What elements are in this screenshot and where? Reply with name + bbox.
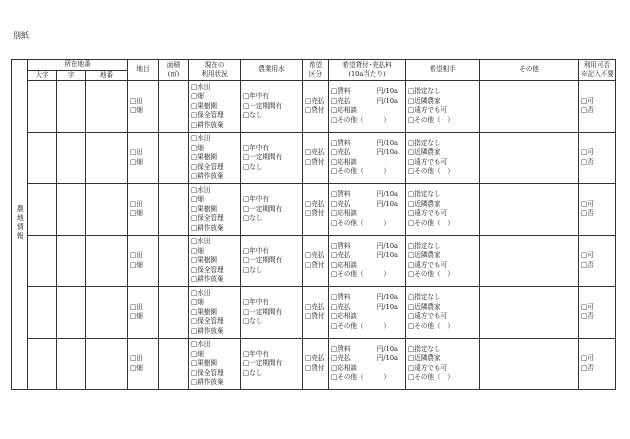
- kibou-cell-option[interactable]: □売払: [305, 354, 325, 363]
- water-cell-option[interactable]: □なし: [243, 214, 263, 222]
- kibou-cell-option[interactable]: □貸付: [305, 157, 325, 166]
- current-use-cell-option[interactable]: □保全管理: [191, 111, 224, 119]
- partner-cell-option[interactable]: □近隣農家: [408, 354, 441, 363]
- partner-cell-option[interactable]: □近隣農家: [408, 96, 441, 105]
- partner-cell-option[interactable]: □指定なし: [408, 344, 441, 353]
- kibou-cell-option[interactable]: □貸付: [305, 312, 325, 321]
- water-cell-option[interactable]: □なし: [243, 111, 263, 119]
- current-use-cell-option[interactable]: □果樹園: [191, 256, 218, 264]
- oaza-cell[interactable]: [28, 338, 57, 390]
- farmland-row: [12, 338, 616, 390]
- current-use-cell-option[interactable]: □耕作放棄: [191, 120, 224, 129]
- partner-cell-option[interactable]: □その他（ ）: [408, 115, 454, 124]
- permit-cell: [579, 132, 616, 184]
- current-use-cell: [189, 184, 241, 236]
- chimoku-cell-option[interactable]: □畑: [130, 363, 143, 372]
- current-use-cell-option[interactable]: □畑: [191, 349, 204, 358]
- permit-cell-option[interactable]: □否: [581, 106, 594, 115]
- partner-cell-option[interactable]: □近隣農家: [408, 148, 441, 157]
- farmland-row: [12, 287, 616, 339]
- water-cell-option[interactable]: □なし: [243, 265, 263, 274]
- chiban-cell[interactable]: [86, 132, 128, 184]
- page-label: 別紙: [13, 31, 29, 40]
- chimoku-cell: [128, 338, 159, 390]
- chimoku-cell-option[interactable]: □畑: [130, 209, 143, 218]
- rent-cell: [329, 81, 406, 133]
- partner-cell-option[interactable]: □その他（ ）: [408, 167, 454, 176]
- kibou-cell: [303, 287, 329, 339]
- current-use-cell: [189, 235, 241, 287]
- water-cell: [241, 184, 303, 236]
- current-use-cell-option[interactable]: □保全管理: [191, 317, 224, 325]
- water-cell-option[interactable]: □なし: [243, 368, 263, 377]
- chiban-cell[interactable]: [86, 287, 128, 339]
- kibou-cell-option[interactable]: □売払: [305, 148, 325, 157]
- permit-cell-option[interactable]: □否: [581, 157, 594, 166]
- farmland-info-table: [11, 59, 616, 390]
- kibou-cell-option[interactable]: □売払: [305, 302, 325, 311]
- current-use-cell: [189, 81, 241, 133]
- chimoku-cell: [128, 81, 159, 133]
- partner-cell-option[interactable]: □遠方でも可: [408, 106, 448, 115]
- permit-cell-option[interactable]: □否: [581, 260, 594, 269]
- current-use-cell-option[interactable]: □耕作放棄: [191, 172, 224, 180]
- water-cell: [241, 338, 303, 390]
- current-use-cell-option[interactable]: □畑: [191, 195, 204, 203]
- permit-cell-option[interactable]: □否: [581, 312, 594, 321]
- current-use-cell-option[interactable]: □耕作放棄: [191, 275, 224, 283]
- aza-cell[interactable]: [57, 338, 86, 390]
- partner-cell-option[interactable]: □遠方でも可: [408, 157, 448, 166]
- aza-cell[interactable]: [57, 287, 86, 339]
- rent-cell-option[interactable]: □その他（ ）: [331, 373, 390, 382]
- permit-cell: [579, 338, 616, 390]
- oaza-cell[interactable]: [28, 235, 57, 287]
- water-cell-option[interactable]: □年中有: [243, 246, 270, 255]
- kibou-cell: [303, 184, 329, 236]
- other-cell[interactable]: [480, 184, 579, 236]
- partner-cell: [406, 184, 480, 236]
- chimoku-cell-option[interactable]: □田: [130, 251, 143, 260]
- oaza-cell[interactable]: [28, 81, 57, 133]
- rent-cell: [329, 287, 406, 339]
- current-use-cell-option[interactable]: □水田: [191, 82, 211, 91]
- farmland-row: [12, 132, 616, 184]
- current-use-cell-option[interactable]: □畑: [191, 143, 204, 152]
- permit-cell: [579, 235, 616, 287]
- rent-cell: [329, 235, 406, 287]
- rent-cell-option[interactable]: □賃料 円/10a: [331, 344, 398, 353]
- water-cell-option[interactable]: □なし: [243, 317, 263, 325]
- aza-cell[interactable]: [57, 132, 86, 184]
- rent-cell-option[interactable]: □その他（ ）: [331, 321, 390, 330]
- rent-cell-option[interactable]: □賃料 円/10a: [331, 241, 398, 250]
- water-header: 農業用水: [241, 60, 303, 81]
- kibou-cell: [303, 235, 329, 287]
- rent-cell-option[interactable]: □応相談: [331, 157, 358, 166]
- water-cell: [241, 132, 303, 184]
- current-use-cell-option[interactable]: □水田: [191, 340, 211, 348]
- chimoku-cell-option[interactable]: □田: [130, 96, 143, 105]
- rent-cell-option[interactable]: □その他（ ）: [331, 218, 390, 227]
- permit-cell-option[interactable]: □可: [581, 148, 594, 157]
- water-cell-option[interactable]: □年中有: [243, 195, 270, 203]
- current-use-cell-option[interactable]: □保全管理: [191, 265, 224, 274]
- partner-cell-option[interactable]: □遠方でも可: [408, 209, 448, 218]
- rent-cell-option[interactable]: □売払 円/10a: [331, 354, 398, 363]
- chimoku-cell: [128, 132, 159, 184]
- partner-cell-option[interactable]: □近隣農家: [408, 199, 441, 208]
- partner-cell-option[interactable]: □遠方でも可: [408, 312, 448, 321]
- water-cell-option[interactable]: □一定期間有: [243, 204, 283, 213]
- rent-header: 希望貸付･売払料 (10a当たり): [329, 60, 406, 81]
- current-use-cell-option[interactable]: □耕作放棄: [191, 378, 224, 386]
- rent-cell: [329, 132, 406, 184]
- current-use-cell-option[interactable]: □畑: [191, 246, 204, 255]
- kibou-cell-option[interactable]: □貸付: [305, 106, 325, 115]
- water-cell-option[interactable]: □一定期間有: [243, 256, 283, 264]
- farmland-row: [12, 235, 616, 287]
- current-use-cell-option[interactable]: □耕作放棄: [191, 223, 224, 232]
- kibou-cell-option[interactable]: □貸付: [305, 209, 325, 218]
- water-cell-option[interactable]: □年中有: [243, 298, 270, 306]
- partner-cell: [406, 132, 480, 184]
- partner-cell: [406, 81, 480, 133]
- rent-cell-option[interactable]: □売払 円/10a: [331, 148, 398, 157]
- partner-cell-option[interactable]: □遠方でも可: [408, 260, 448, 269]
- area-cell[interactable]: [159, 184, 189, 236]
- rent-cell-option[interactable]: □その他（ ）: [331, 115, 390, 124]
- aza-cell[interactable]: [57, 235, 86, 287]
- permit-cell-option[interactable]: □可: [581, 354, 594, 363]
- rent-cell-option[interactable]: □賃料 円/10a: [331, 87, 398, 96]
- area-cell[interactable]: [159, 132, 189, 184]
- partner-cell-option[interactable]: □指定なし: [408, 138, 441, 147]
- kibou-cell: [303, 81, 329, 133]
- partner-cell: [406, 287, 480, 339]
- water-cell-option[interactable]: □一定期間有: [243, 101, 283, 110]
- permit-cell: [579, 81, 616, 133]
- kibou-cell-option[interactable]: □売払: [305, 96, 325, 105]
- current-use-cell-option[interactable]: □水田: [191, 288, 211, 297]
- area-cell[interactable]: [159, 235, 189, 287]
- chimoku-cell: [128, 235, 159, 287]
- oaza-header: 大字: [28, 70, 57, 81]
- rent-cell: [329, 184, 406, 236]
- area-cell[interactable]: [159, 287, 189, 339]
- current-use-cell-option[interactable]: □保全管理: [191, 214, 224, 222]
- aza-header: 字: [57, 70, 86, 81]
- chiban-header: 地番: [86, 70, 128, 81]
- farmland-row: [12, 184, 616, 236]
- kibou-cell-option[interactable]: □売払: [305, 251, 325, 260]
- partner-cell-option[interactable]: □遠方でも可: [408, 363, 448, 372]
- water-cell: [241, 81, 303, 133]
- other-cell[interactable]: [480, 81, 579, 133]
- current-use-cell-option[interactable]: □水田: [191, 134, 211, 142]
- partner-cell-option[interactable]: □その他（ ）: [408, 270, 454, 279]
- permit-cell-option[interactable]: □可: [581, 302, 594, 311]
- current-use-cell-option[interactable]: □保全管理: [191, 368, 224, 377]
- current-use-cell-option[interactable]: □水田: [191, 185, 211, 194]
- oaza-cell[interactable]: [28, 184, 57, 236]
- aza-cell[interactable]: [57, 81, 86, 133]
- chimoku-cell-option[interactable]: □田: [130, 354, 143, 363]
- kibou-cell: [303, 132, 329, 184]
- rent-cell: [329, 338, 406, 390]
- permit-cell: [579, 287, 616, 339]
- chimoku-cell-option[interactable]: □田: [130, 302, 143, 311]
- other-cell[interactable]: [480, 338, 579, 390]
- aza-cell[interactable]: [57, 184, 86, 236]
- water-cell-option[interactable]: □年中有: [243, 349, 270, 358]
- partner-cell-option[interactable]: □その他（ ）: [408, 373, 454, 382]
- other-cell[interactable]: [480, 235, 579, 287]
- partner-cell-option[interactable]: □その他（ ）: [408, 321, 454, 330]
- rent-cell-option[interactable]: □応相談: [331, 363, 358, 372]
- rent-cell-option[interactable]: □応相談: [331, 209, 358, 218]
- partner-cell-option[interactable]: □指定なし: [408, 293, 441, 302]
- chimoku-cell-option[interactable]: □田: [130, 199, 143, 208]
- rent-cell-option[interactable]: □売払 円/10a: [331, 251, 398, 260]
- rent-cell-option[interactable]: □応相談: [331, 312, 358, 321]
- section-label-cell: [12, 60, 28, 390]
- partner-cell-option[interactable]: □指定なし: [408, 241, 441, 250]
- chiban-cell[interactable]: [86, 235, 128, 287]
- partner-cell-option[interactable]: □近隣農家: [408, 302, 441, 311]
- current-use-cell: [189, 287, 241, 339]
- current-use-cell-option[interactable]: □耕作放棄: [191, 326, 224, 335]
- chiban-cell[interactable]: [86, 184, 128, 236]
- chimoku-cell-option[interactable]: □畑: [130, 312, 143, 321]
- current-use-cell-option[interactable]: □畑: [191, 298, 204, 306]
- rent-cell-option[interactable]: □その他（ ）: [331, 270, 390, 279]
- chimoku-cell-option[interactable]: □畑: [130, 260, 143, 269]
- chimoku-cell: [128, 287, 159, 339]
- partner-cell-option[interactable]: □その他（ ）: [408, 218, 454, 227]
- water-cell: [241, 235, 303, 287]
- other-cell[interactable]: [480, 287, 579, 339]
- current-use-header: 現在の 利用状況: [189, 60, 241, 81]
- chimoku-cell-option[interactable]: □田: [130, 148, 143, 157]
- current-use-cell: [189, 338, 241, 390]
- chimoku-header: 地目: [128, 60, 159, 81]
- current-use-cell: [189, 132, 241, 184]
- water-cell-option[interactable]: □年中有: [243, 143, 270, 152]
- rent-cell-option[interactable]: □売払 円/10a: [331, 96, 398, 105]
- current-use-cell-option[interactable]: □水田: [191, 237, 211, 245]
- location-header: 所在地番: [28, 60, 128, 71]
- water-cell-option[interactable]: □一定期間有: [243, 359, 283, 367]
- current-use-cell-option[interactable]: □果樹園: [191, 204, 218, 213]
- partner-cell: [406, 235, 480, 287]
- permit-cell: [579, 184, 616, 236]
- current-use-cell-option[interactable]: □果樹園: [191, 307, 218, 316]
- water-cell-option[interactable]: □年中有: [243, 92, 270, 100]
- area-cell[interactable]: [159, 81, 189, 133]
- partner-cell-option[interactable]: □近隣農家: [408, 251, 441, 260]
- rent-cell-option[interactable]: □応相談: [331, 260, 358, 269]
- section-label: 農地情報: [16, 204, 25, 241]
- permit-cell-option[interactable]: □否: [581, 363, 594, 372]
- rent-cell-option[interactable]: □売払 円/10a: [331, 199, 398, 208]
- chiban-cell[interactable]: [86, 81, 128, 133]
- area-header: 面積 (㎡): [159, 60, 189, 81]
- kibou-cell: [303, 338, 329, 390]
- kibou-cell-option[interactable]: □貸付: [305, 260, 325, 269]
- farmland-row: [12, 81, 616, 133]
- other-header: その他: [480, 60, 579, 81]
- kibou-header: 希望 区分: [303, 60, 329, 81]
- current-use-cell-option[interactable]: □畑: [191, 92, 204, 100]
- header-row-1: [12, 60, 616, 71]
- rent-cell-option[interactable]: □その他（ ）: [331, 167, 390, 176]
- current-use-cell-option[interactable]: □果樹園: [191, 359, 218, 367]
- current-use-cell-option[interactable]: □果樹園: [191, 153, 218, 161]
- chiban-cell[interactable]: [86, 338, 128, 390]
- rent-cell-option[interactable]: □売払 円/10a: [331, 302, 398, 311]
- water-cell-option[interactable]: □一定期間有: [243, 307, 283, 316]
- current-use-cell-option[interactable]: □果樹園: [191, 101, 218, 110]
- water-cell: [241, 287, 303, 339]
- water-cell-option[interactable]: □一定期間有: [243, 153, 283, 161]
- rent-cell-option[interactable]: □応相談: [331, 106, 358, 115]
- partner-cell-option[interactable]: □指定なし: [408, 87, 441, 96]
- chimoku-cell-option[interactable]: □畑: [130, 106, 143, 115]
- water-cell-option[interactable]: □なし: [243, 162, 263, 171]
- oaza-cell[interactable]: [28, 287, 57, 339]
- permit-header: 利用可否 ※記入不要: [579, 60, 616, 81]
- area-cell[interactable]: [159, 338, 189, 390]
- rent-cell-option[interactable]: □賃料 円/10a: [331, 138, 398, 147]
- permit-cell-option[interactable]: □可: [581, 199, 594, 208]
- partner-cell-option[interactable]: □指定なし: [408, 190, 441, 199]
- chimoku-cell-option[interactable]: □畑: [130, 157, 143, 166]
- permit-cell-option[interactable]: □可: [581, 251, 594, 260]
- chimoku-cell: [128, 184, 159, 236]
- current-use-cell-option[interactable]: □保全管理: [191, 162, 224, 171]
- other-cell[interactable]: [480, 132, 579, 184]
- kibou-cell-option[interactable]: □売払: [305, 199, 325, 208]
- kibou-cell-option[interactable]: □貸付: [305, 363, 325, 372]
- oaza-cell[interactable]: [28, 132, 57, 184]
- rent-cell-option[interactable]: □賃料 円/10a: [331, 190, 398, 199]
- partner-cell: [406, 338, 480, 390]
- permit-cell-option[interactable]: □可: [581, 96, 594, 105]
- rent-cell-option[interactable]: □賃料 円/10a: [331, 293, 398, 302]
- partner-header: 希望相手: [406, 60, 480, 81]
- permit-cell-option[interactable]: □否: [581, 209, 594, 218]
